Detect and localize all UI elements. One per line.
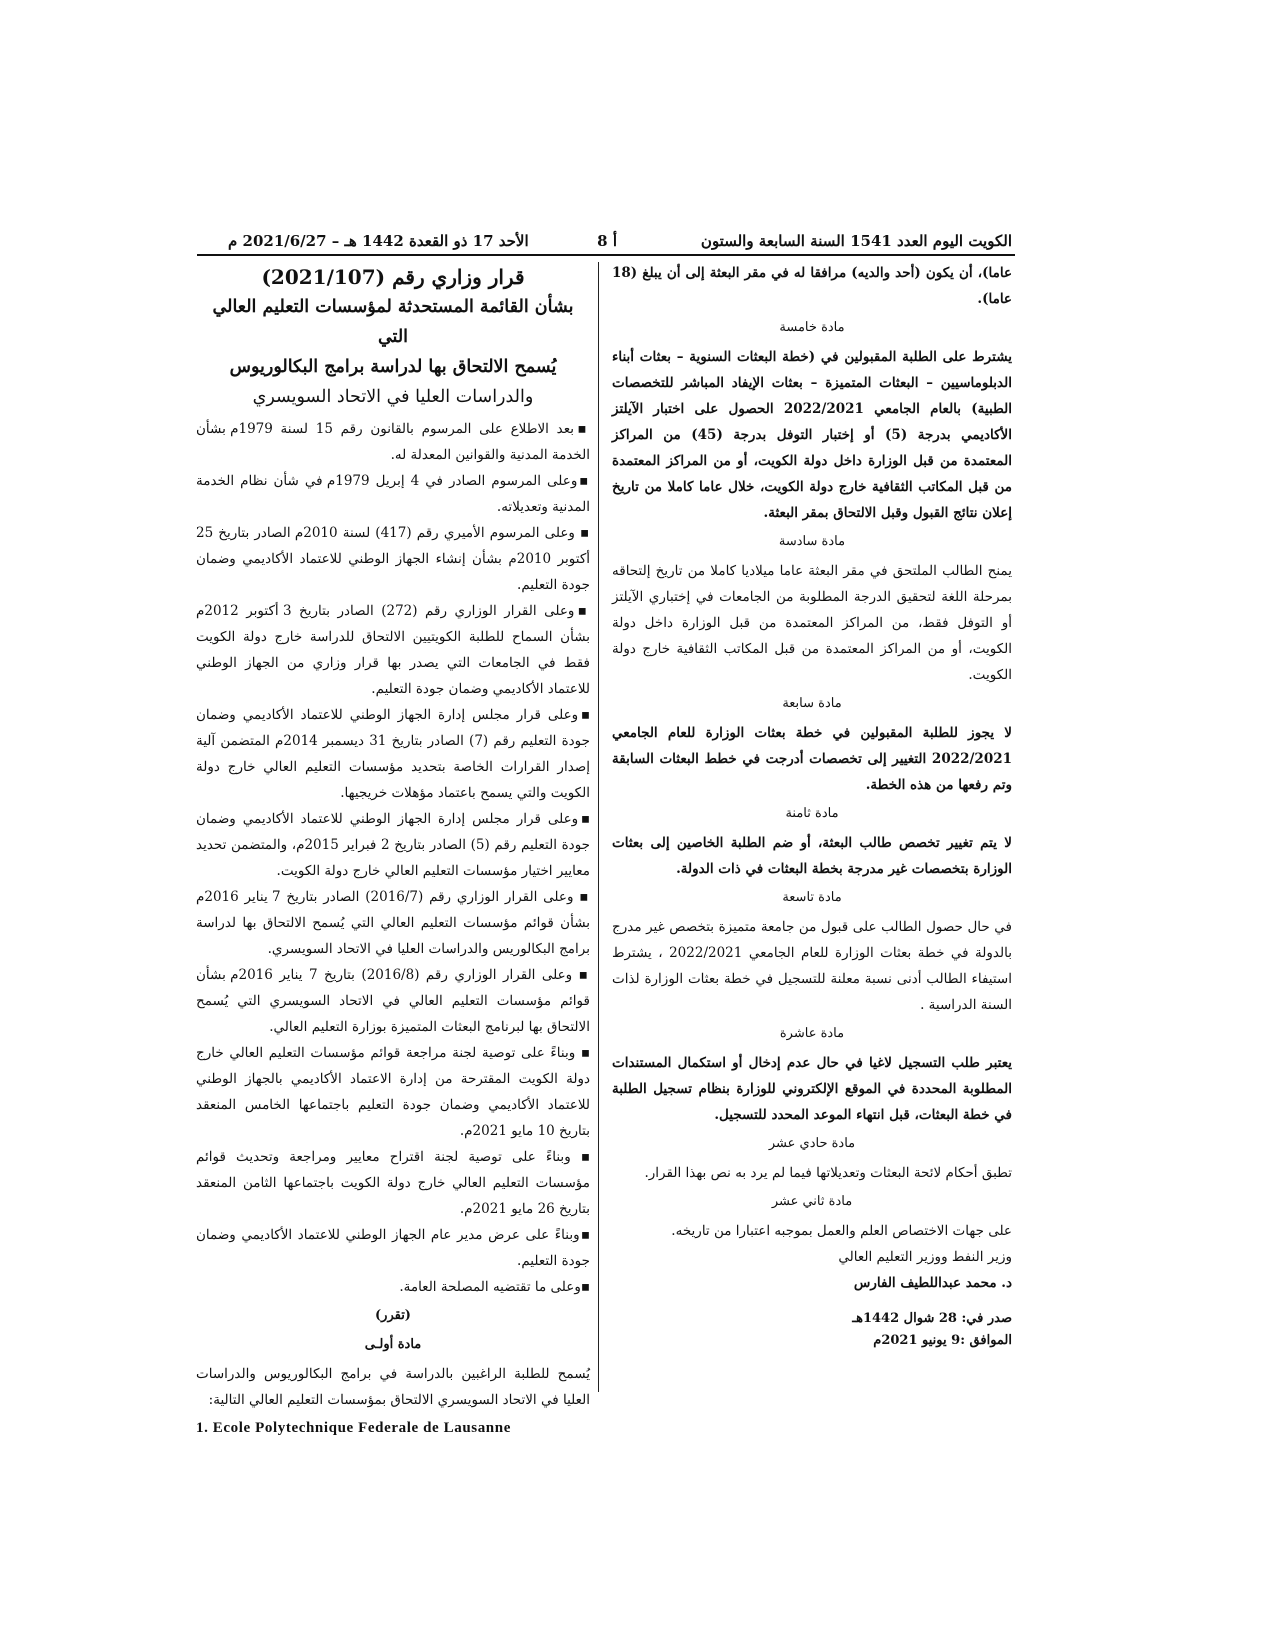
preamble-item: ▪وعلى قرار مجلس إدارة الجهاز الوطني للاعتماد الأكاديمي وضمان جودة التعليم رقم (7) الصادر بتاريخ 31 ديسمبر 2014م المتضمن آلية إصدار القرارات الخاصة بتحديد مؤسسات التعليم العالي خارج دولة الكويت والتي يسمح باعتماد مؤهلات خريجيها. <box>196 707 590 801</box>
article-text: على جهات الاختصاص العلم والعمل بموجبه اعتبارا من تاريخه. <box>671 1223 1012 1239</box>
issue-date: الأحد 17 ذو القعدة 1442 هـ – 2021/6/27 م <box>228 232 529 250</box>
preamble-item: ▪ وبناءً على توصية لجنة مراجعة قوائم مؤسسات التعليم العالي خارج دولة الكويت المقترحة من إدارة الاعتماد الأكاديمي بالجهاز الوطني للاعتماد الأكاديمي وضمان جودة التعليم باجتماعها الخامس المنعقد بتاريخ 10 مايو 2021م. <box>196 1045 590 1139</box>
right-column <box>612 260 1012 1352</box>
column-divider <box>598 262 599 1392</box>
article-heading: مادة حادي عشر <box>768 1136 856 1151</box>
article-text: في حال حصول الطالب على قبول من جامعة متميزة بتخصص غير مدرج بالدولة في خطة بعثات الوزارة للعام الجامعي 2022/2021 ، يشترط استيفاء الطالب أدنى نسبة معلنة للتسجيل في خطة بعثات الوزارة لذات السنة الدراسية . <box>612 919 1013 1013</box>
page-number: أ 8 <box>597 232 617 250</box>
article-text: لا يجوز للطلبة المقبولين في خطة بعثات الوزارة للعام الجامعي 2022/2021 التغيير إلى تخصصات أدرجت في خطط البعثات السابقة وتم رفعها من هذه الخطة. <box>612 725 1012 793</box>
preamble-item: ▪وعلى ما تقتضيه المصلحة العامة. <box>399 1279 590 1295</box>
page-header <box>200 228 1012 254</box>
signer-name: د. محمد عبداللطيف الفارس <box>853 1275 1012 1291</box>
article-text: يشترط على الطلبة المقبولين في (خطة البعثات السنوية – بعثات أبناء الدبلوماسيين – البعثات المتميزة – بعثات الإيفاد المباشر للتخصصات الطبية) بالعام الجامعي 2022/2021 الحصول على اختبار الآيلتز الأكاديمي بدرجة (5) أو إختبار التوفل بدرجة (45) من المراكز المعتمدة من قبل الوزارة داخل دولة الكويت، أو من المراكز المعتمدة من قبل المكاتب الثقافية خارج دولة الكويت، خلال عاما كاملا من تاريخ إعلان نتائج القبول وقبل الالتحاق بمقر البعثة. <box>612 349 1012 521</box>
article-heading: مادة عاشرة <box>779 1026 845 1041</box>
article-text: لا يتم تغيير تخصص طالب البعثة، أو ضم الطلبة الخاصين إلى بعثات الوزارة بتخصصات غير مدرجة بخطة البعثات في ذات الدولة. <box>612 835 1012 877</box>
decision-subtitle: بشأن القائمة المستحدثة لمؤسسات التعليم العالي التي <box>212 297 574 347</box>
article-heading: مادة ثامنة <box>785 806 839 821</box>
preamble-item: ▪ وعلى القرار الوزاري رقم (2016/8) بتاريخ 7 يناير 2016م بشأن قوائم مؤسسات التعليم العالي في الاتحاد السويسري التي يُسمح الالتحاق بها لبرنامج البعثات المتميزة بوزارة التعليم العالي. <box>196 967 590 1035</box>
preamble-item: ▪ وبناءً على توصية لجنة اقتراح معايير ومراجعة وتحديث قوائم مؤسسات التعليم العالي خارج دولة الكويت باجتماعها الثامن المنعقد بتاريخ 26 مايو 2021م. <box>196 1149 590 1217</box>
issued-date: صدر في: 28 شوال 1442هـ <box>852 1311 1012 1326</box>
decision-subtitle: يُسمح الالتحاق بها لدراسة برامج البكالوريوس <box>229 357 557 377</box>
continuation-text: عاما)، أن يكون (أحد والديه) مرافقا له في مقر البعثة إلى أن يبلغ (18 عاما). <box>612 265 1012 307</box>
header-rule <box>197 254 1015 256</box>
article-heading: مادة أولـى <box>364 1337 422 1352</box>
preamble-item: ▪وعلى قرار مجلس إدارة الجهاز الوطني للاعتماد الأكاديمي وضمان جودة التعليم رقم (5) الصادر بتاريخ 2 فبراير 2015م، والمتضمن تحديد معايير اختيار مؤسسات التعليم العالي خارج دولة الكويت. <box>196 811 591 879</box>
preamble-item: ▪وبناءً على عرض مدير عام الجهاز الوطني للاعتماد الأكاديمي وضمان جودة التعليم. <box>196 1227 590 1269</box>
preamble-item: ▪ وعلى المرسوم الأميري رقم (417) لسنة 2010م الصادر بتاريخ 25 أكتوبر 2010م بشأن إنشاء الجهاز الوطني للاعتماد الأكاديمي وضمان جودة التعليم. <box>196 525 591 593</box>
corresponding-date: الموافق :9 يونيو 2021م <box>873 1333 1012 1348</box>
decides-heading: (تقرر) <box>375 1308 411 1323</box>
article-heading: مادة ثاني عشر <box>771 1194 853 1209</box>
preamble-item: ▪وعلى المرسوم الصادر في 4 إبريل 1979م في شأن نظام الخدمة المدنية وتعديلاته. <box>196 473 590 515</box>
article-heading: مادة خامسة <box>779 320 845 335</box>
article-heading: مادة تاسعة <box>782 890 842 905</box>
preamble-item: ▪وعلى القرار الوزاري رقم (272) الصادر بتاريخ 3 أكتوبر 2012م بشأن السماح للطلبة الكويتيين الالتحاق للدراسة خارج دولة الكويت فقط في الجامعات التي يصدر بها قرار وزاري من الجهاز الوطني للاعتماد الأكاديمي وضمان جودة التعليم. <box>196 603 590 697</box>
article-text: يمنح الطالب الملتحق في مقر البعثة عاما ميلاديا كاملا من تاريخ إلتحاقه بمرحلة اللغة لتحقيق الدرجة المطلوبة من الجامعات في إختباري الآيلتز أو التوفل فقط، من المراكز المعتمدة من قبل الوزارة داخل دولة الكويت، أو من المراكز المعتمدة من قبل المكاتب الثقافية خارج دولة الكويت. <box>612 563 1012 683</box>
article-text: تطبق أحكام لائحة البعثات وتعديلاتها فيما لم يرد به نص بهذا القرار. <box>644 1165 1012 1181</box>
article-heading: مادة سادسة <box>778 534 846 549</box>
preamble-item: ▪ وعلى القرار الوزاري رقم (2016/7) الصادر بتاريخ 7 يناير 2016م بشأن قوائم مؤسسات التعليم العالي التي يُسمح الالتحاق بها لدراسة برامج البكالوريس والدراسات العليا في الاتحاد السويسري. <box>196 889 591 957</box>
decision-title: قرار وزاري رقم (2021/107) <box>261 265 525 289</box>
left-column <box>196 260 590 1441</box>
preamble-item: ▪بعد الاطلاع على المرسوم بالقانون رقم 15 لسنة 1979م بشأن الخدمة المدنية والقوانين المعدلة له. <box>196 421 590 463</box>
article-text: يُسمح للطلبة الراغبين بالدراسة في برامج البكالوريوس والدراسات العليا في الاتحاد السويسري الالتحاق بمؤسسات التعليم العالي التالية: <box>196 1366 590 1408</box>
article-heading: مادة سابعة <box>782 696 842 711</box>
decision-subtitle: والدراسات العليا في الاتحاد السويسري <box>252 387 534 407</box>
article-text: يعتبر طلب التسجيل لاغيا في حال عدم إدخال أو استكمال المستندات المطلوبة المحددة في الموقع الإلكتروني للوزارة بنظام تسجيل الطلبة في خطة البعثات، قبل انتهاء الموعد المحدد للتسجيل. <box>612 1055 1012 1123</box>
gazette-issue-info: الكويت اليوم العدد 1541 السنة السابعة والستون <box>700 232 1012 250</box>
institution-item: 1. Ecole Polytechnique Federale de Lausanne <box>196 1420 511 1436</box>
signer-title: وزير النفط ووزير التعليم العالي <box>838 1249 1012 1265</box>
